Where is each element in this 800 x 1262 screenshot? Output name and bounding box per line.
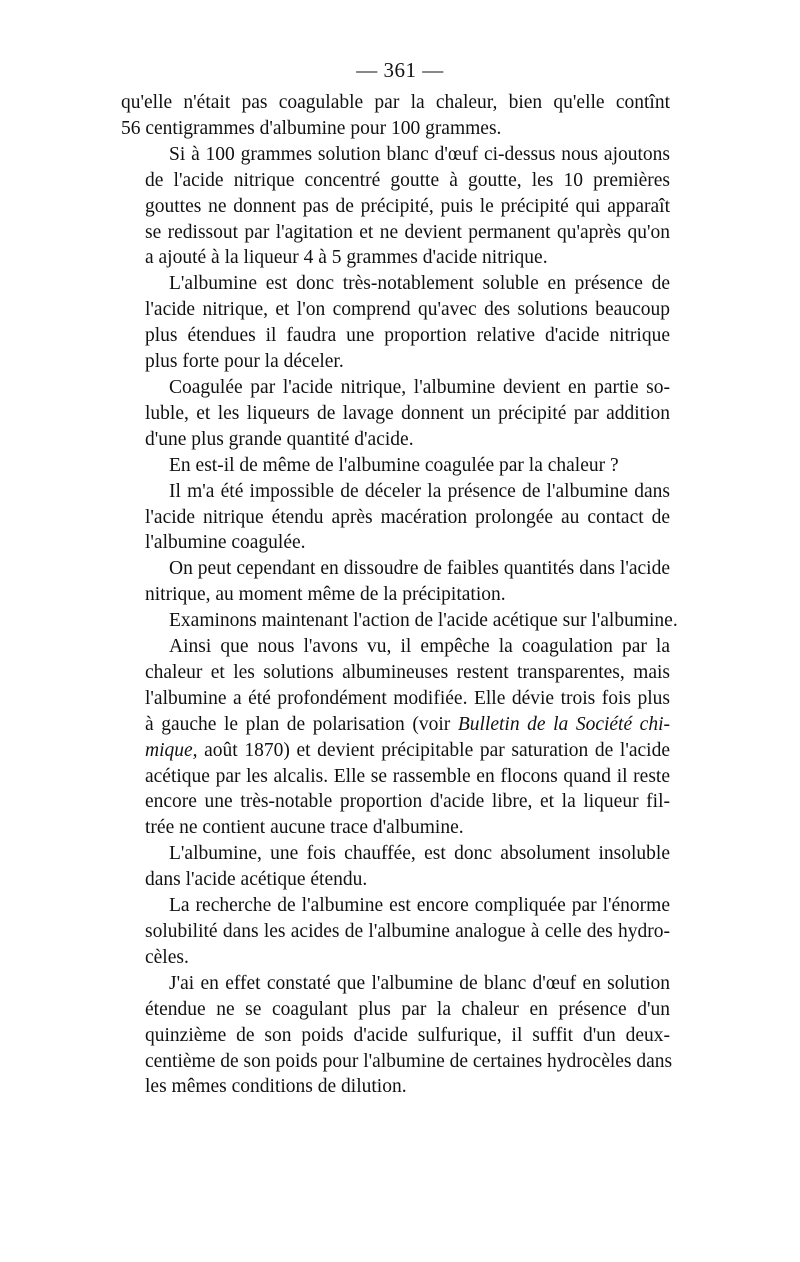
text-line: Il m'a été impossible de déceler la présence de l'albumine dans [169, 480, 670, 502]
text-line: chaleur et les solutions albumineuses restent transparentes, mais [145, 661, 670, 683]
text-run: à gauche le plan de polarisation (voir [145, 713, 458, 735]
text-line: plus étendues il faudra une proportion relative d'acide nitrique [145, 325, 670, 347]
text-line: de l'acide nitrique concentré goutte à goutte, les 10 premières [145, 169, 670, 191]
text-line: centième de son poids pour l'albumine de certaines hydrocèles dans [145, 1050, 673, 1072]
paragraph-8 [121, 608, 678, 634]
text-line: étendue ne se coagulant plus par la chaleur en présence d'un [145, 998, 670, 1020]
paragraph-7 [121, 556, 670, 608]
text-line: quinzième de son poids d'acide sulfurique, il suffit d'un deux- [145, 1024, 670, 1046]
body-text [121, 90, 678, 1100]
paragraph-12 [121, 971, 673, 1101]
text-line: En est-il de même de l'albumine coagulée par la chaleur ? [169, 454, 619, 476]
page-number: — 361 — [356, 58, 444, 82]
text-line: acétique par les alcalis. Elle se rassemble en flocons quand il reste [145, 765, 670, 787]
text-line: luble, et les liqueurs de lavage donnent un précipité par addition [145, 402, 670, 424]
text-line: Coagulée par l'acide nitrique, l'albumine devient en partie so- [169, 376, 670, 398]
text-line: les mêmes conditions de dilution. [145, 1076, 407, 1098]
text-line: dans l'acide acétique étendu. [145, 869, 368, 891]
paragraph-5 [121, 453, 670, 479]
text-line: gouttes ne donnent pas de précipité, puis le précipité qui apparaît [145, 195, 670, 217]
journal-title-italic: mique, [145, 739, 198, 761]
paragraph-2 [121, 142, 670, 272]
text-line: d'une plus grande quantité d'acide. [145, 428, 414, 450]
text-line: encore une très-notable proportion d'acide libre, et la liqueur fil- [145, 791, 670, 813]
paragraph-10 [121, 841, 670, 893]
paragraph-1 [121, 90, 670, 142]
text-line: La recherche de l'albumine est encore compliquée par l'énorme [169, 895, 670, 917]
text-line: Si à 100 grammes solution blanc d'œuf ci-dessus nous ajoutons [169, 143, 670, 165]
text-line: Ainsi que nous l'avons vu, il empêche la coagulation par la [169, 636, 670, 658]
paragraph-9 [121, 634, 670, 841]
text-line [121, 712, 670, 738]
text-line: qu'elle n'était pas coagulable par la chaleur, bien qu'elle contînt [121, 92, 670, 113]
text-line [121, 738, 670, 764]
text-line: cèles. [145, 946, 189, 968]
text-line: se redissout par l'agitation et ne devient permanent qu'après qu'on [145, 221, 670, 243]
text-line: l'acide nitrique étendu après macération prolongée au contact de [145, 506, 670, 528]
text-line: L'albumine, une fois chauffée, est donc absolument insoluble [169, 843, 670, 865]
text-line: L'albumine est donc très-notablement soluble en présence de [169, 273, 670, 295]
text-line: l'albumine a été profondément modifiée. Elle dévie trois fois plus [145, 687, 670, 709]
text-line: solubilité dans les acides de l'albumine analogue à celle des hydro- [145, 921, 670, 942]
text-line: 56 centigrammes d'albumine pour 100 grammes. [121, 117, 502, 139]
text-line: plus forte pour la déceler. [145, 351, 344, 373]
journal-title-italic: Bulletin de la Société chi- [457, 713, 670, 735]
paragraph-6 [121, 479, 670, 557]
text-run: août 1870) et devient précipitable par saturation de l'acide [197, 739, 670, 761]
text-line: J'ai en effet constaté que l'albumine de blanc d'œuf en solution [169, 972, 670, 994]
text-line: nitrique, au moment même de la précipitation. [145, 584, 506, 606]
paragraph-11 [121, 893, 670, 971]
paragraph-3 [121, 271, 670, 375]
text-line: On peut cependant en dissoudre de faibles quantités dans l'acide [169, 558, 670, 580]
text-line: l'acide nitrique, et l'on comprend qu'avec des solutions beaucoup [145, 299, 670, 321]
paragraph-4 [121, 375, 670, 453]
text-line: trée ne contient aucune trace d'albumine. [145, 817, 464, 839]
text-line: a ajouté à la liqueur 4 à 5 grammes d'acide nitrique. [145, 247, 548, 269]
text-line: l'albumine coagulée. [145, 532, 306, 554]
text-line: Examinons maintenant l'action de l'acide acétique sur l'albumine. [169, 610, 678, 632]
